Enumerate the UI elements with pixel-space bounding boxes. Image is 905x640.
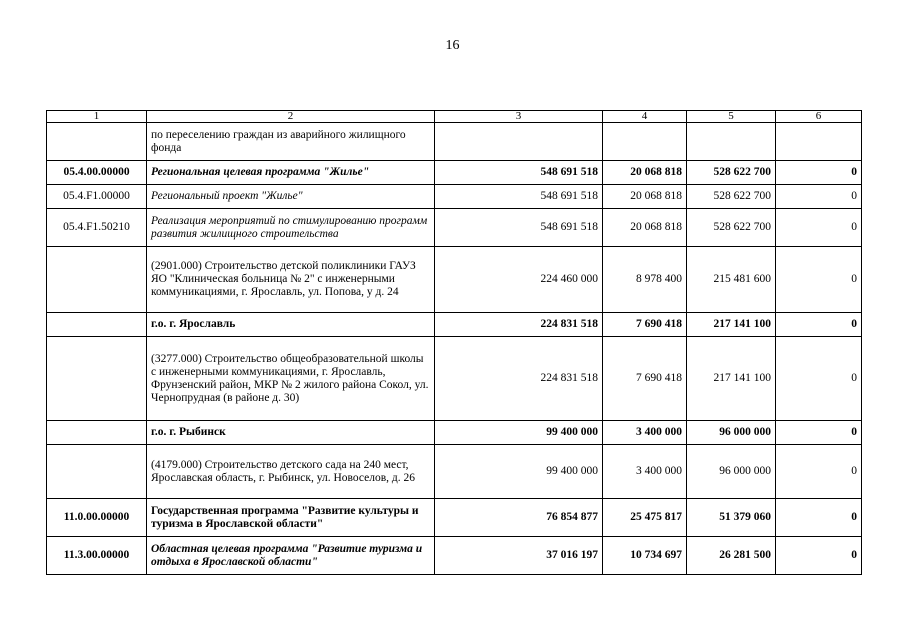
column-header: 3	[435, 111, 603, 123]
amount-cell: 0	[776, 313, 862, 337]
code-cell	[47, 445, 147, 499]
amount-cell: 0	[776, 337, 862, 421]
amount-cell: 0	[776, 537, 862, 575]
amount-cell: 217 141 100	[687, 313, 776, 337]
name-cell: Областная целевая программа "Развитие туризма и отдыха в Ярославской области"	[147, 537, 435, 575]
code-cell	[47, 247, 147, 313]
amount-cell: 528 622 700	[687, 185, 776, 209]
table-row	[47, 313, 862, 337]
table-row	[47, 185, 862, 209]
amount-cell: 0	[776, 499, 862, 537]
table-row	[47, 421, 862, 445]
amount-cell: 548 691 518	[435, 161, 603, 185]
amount-cell: 20 068 818	[603, 161, 687, 185]
name-cell: г.о. г. Ярославль	[147, 313, 435, 337]
amount-cell: 0	[776, 445, 862, 499]
amount-cell: 224 831 518	[435, 337, 603, 421]
amount-cell: 96 000 000	[687, 445, 776, 499]
amount-cell	[603, 123, 687, 161]
amount-cell: 96 000 000	[687, 421, 776, 445]
amount-cell: 217 141 100	[687, 337, 776, 421]
name-cell: Региональный проект "Жилье"	[147, 185, 435, 209]
table-header-row	[47, 111, 862, 123]
table-row	[47, 537, 862, 575]
name-cell: Региональная целевая программа "Жилье"	[147, 161, 435, 185]
amount-cell: 0	[776, 185, 862, 209]
amount-cell: 3 400 000	[603, 445, 687, 499]
amount-cell: 548 691 518	[435, 185, 603, 209]
amount-cell: 0	[776, 421, 862, 445]
table-row	[47, 247, 862, 313]
amount-cell: 25 475 817	[603, 499, 687, 537]
budget-table	[46, 110, 862, 575]
code-cell	[47, 313, 147, 337]
code-cell: 11.3.00.00000	[47, 537, 147, 575]
code-cell: 05.4.F1.50210	[47, 209, 147, 247]
amount-cell: 10 734 697	[603, 537, 687, 575]
column-header: 6	[776, 111, 862, 123]
name-cell: Реализация мероприятий по стимулированию программ развития жилищного строительства	[147, 209, 435, 247]
code-cell: 05.4.F1.00000	[47, 185, 147, 209]
table-row	[47, 123, 862, 161]
amount-cell: 548 691 518	[435, 209, 603, 247]
code-cell	[47, 421, 147, 445]
table-row	[47, 337, 862, 421]
code-cell	[47, 123, 147, 161]
amount-cell: 20 068 818	[603, 185, 687, 209]
code-cell	[47, 337, 147, 421]
amount-cell: 26 281 500	[687, 537, 776, 575]
amount-cell: 20 068 818	[603, 209, 687, 247]
table-row	[47, 499, 862, 537]
table-row	[47, 161, 862, 185]
table-row	[47, 209, 862, 247]
amount-cell: 7 690 418	[603, 337, 687, 421]
amount-cell: 3 400 000	[603, 421, 687, 445]
amount-cell: 0	[776, 247, 862, 313]
amount-cell	[776, 123, 862, 161]
name-cell: по переселению граждан из аварийного жилищного фонда	[147, 123, 435, 161]
amount-cell: 99 400 000	[435, 445, 603, 499]
amount-cell: 8 978 400	[603, 247, 687, 313]
column-header: 2	[147, 111, 435, 123]
amount-cell	[435, 123, 603, 161]
name-cell: (3277.000) Строительство общеобразовательной школы с инженерными коммуникациями, г. Ярославль, Фрунзенский район, МКР № 2 жилого района Сокол, ул. Чернопрудная (в районе д. 30)	[147, 337, 435, 421]
amount-cell: 0	[776, 161, 862, 185]
column-header: 1	[47, 111, 147, 123]
amount-cell: 0	[776, 209, 862, 247]
amount-cell: 224 460 000	[435, 247, 603, 313]
name-cell: г.о. г. Рыбинск	[147, 421, 435, 445]
name-cell: (4179.000) Строительство детского сада на 240 мест, Ярославская область, г. Рыбинск, ул. Новоселов, д. 26	[147, 445, 435, 499]
amount-cell: 51 379 060	[687, 499, 776, 537]
amount-cell: 528 622 700	[687, 209, 776, 247]
amount-cell: 215 481 600	[687, 247, 776, 313]
code-cell: 05.4.00.00000	[47, 161, 147, 185]
amount-cell: 224 831 518	[435, 313, 603, 337]
code-cell: 11.0.00.00000	[47, 499, 147, 537]
amount-cell: 99 400 000	[435, 421, 603, 445]
column-header: 5	[687, 111, 776, 123]
column-header: 4	[603, 111, 687, 123]
table-row	[47, 445, 862, 499]
amount-cell	[687, 123, 776, 161]
amount-cell: 37 016 197	[435, 537, 603, 575]
amount-cell: 76 854 877	[435, 499, 603, 537]
page-number: 16	[445, 38, 460, 53]
amount-cell: 528 622 700	[687, 161, 776, 185]
name-cell: (2901.000) Строительство детской поликлиники ГАУЗ ЯО "Клиническая больница № 2" с инженерными коммуникациями, г. Ярославль, ул. Попова, у д. 24	[147, 247, 435, 313]
name-cell: Государственная программа "Развитие культуры и туризма в Ярославской области"	[147, 499, 435, 537]
amount-cell: 7 690 418	[603, 313, 687, 337]
